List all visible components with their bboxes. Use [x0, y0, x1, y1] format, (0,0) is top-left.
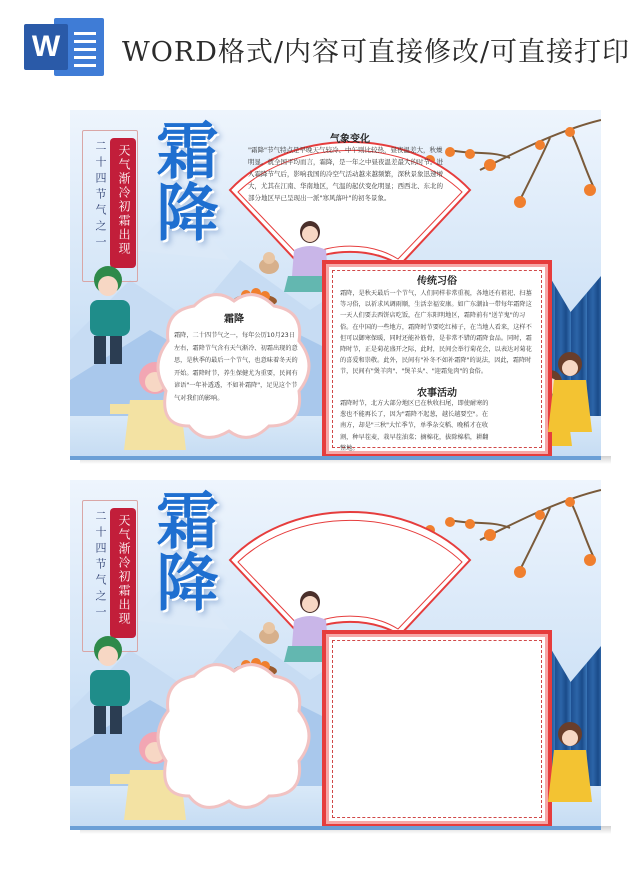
cat-illustration	[255, 250, 283, 276]
girl-with-candied-fruit-illustration	[540, 350, 600, 440]
tagline-text: 天气渐冷初霜出现	[117, 144, 131, 256]
poster-title: 霜降	[146, 118, 219, 242]
farm-title: 农事活动	[417, 388, 457, 399]
intro-title: 霜降	[224, 314, 244, 325]
cat-illustration	[255, 620, 283, 646]
boy-illustration	[80, 630, 150, 740]
custom-title: 传统习俗	[417, 276, 457, 287]
boy-illustration	[80, 260, 150, 370]
intro-text: 霜降，二十四节气之一，每年公历10月23日左右，霜降节气含有天气渐冷、初霜出现的意思，是秋季的最后一个节气，也意味着冬天的开始。霜降时节，养生保健尤为重要，民间有谚语"一年补透透，不如补霜降"，足见这个节气对我们的影响。	[174, 332, 298, 402]
word-document-icon	[24, 18, 106, 74]
cloud-frame	[154, 656, 314, 816]
tagline-ribbon	[110, 508, 136, 638]
farm-text: 霜降时节，北方大部分地区已在秋收扫尾，即使耐寒的葱也不能再长了，因为"霜降不起葱，越长越要空"。在南方，却是"三秋"大忙季节，单季杂交稻、晚稻才在收割，种早茬麦，栽早茬油菜；摘棉花，拔除棉秸，耕翻整地。	[340, 400, 489, 452]
tagline-text: 天气渐冷初霜出现	[117, 514, 131, 626]
custom-text: 霜降，是秋天最后一个节气，人们同样非常重视，各地还有祖祀、扫墓等习俗，以祈求风调雨顺，生活幸福安康。如广东潮汕一带每年霜降这一天人们要去西饼店吃饭，在广东阳明地区，霜降前有"送芋鬼"的习俗。在中国的一些地方，霜降时节要吃红柿子，在当地人看来，这样不但可以御寒保暖，同时还能补筋骨，是非常不错的霜降食品。同时，霜降时节，正是菊花盛开之际，此时，民间会举行菊花会，以表达对菊花的喜爱和崇敬。此外，民间有"补冬不如补霜降"的说法，因此，霜降时节，民间有"煲羊肉"、"煲羊头"、"迎霜兔肉"的食俗。	[340, 290, 532, 376]
fan-frame	[220, 490, 480, 640]
weather-title: 气象变化	[330, 134, 370, 145]
poster-filled	[70, 110, 601, 460]
poster-blank	[70, 480, 601, 830]
page-header	[0, 0, 640, 90]
custom-frame	[322, 260, 552, 458]
tagline-ribbon	[110, 138, 136, 268]
poster-title: 霜降	[146, 488, 219, 612]
custom-frame	[322, 630, 552, 828]
custom-frame-inner	[332, 640, 542, 818]
series-label: 二十四节气之一	[94, 510, 107, 622]
series-label: 二十四节气之一	[94, 140, 107, 252]
girl-with-candied-fruit-illustration	[540, 720, 600, 810]
weather-text: "霜降"节气特点是早晚天气较冷、中午则比较热，昼夜温差大，秋燥明显。就全国平均而言，霜降，是一年之中昼夜温差最大的时节。进入霜降节气后，影响我国的冷空气活动越来越频繁，深秋景象迅速增大，尤其在江南、华南地区，气温的起伏变化明显；西西北、东北的部分地区早已呈现出一派"寒风落叶"的初冬景象。	[248, 146, 443, 202]
word-logo: W	[24, 24, 68, 70]
page-title: WORD格式/内容可直接修改/可直接打印	[122, 37, 631, 68]
